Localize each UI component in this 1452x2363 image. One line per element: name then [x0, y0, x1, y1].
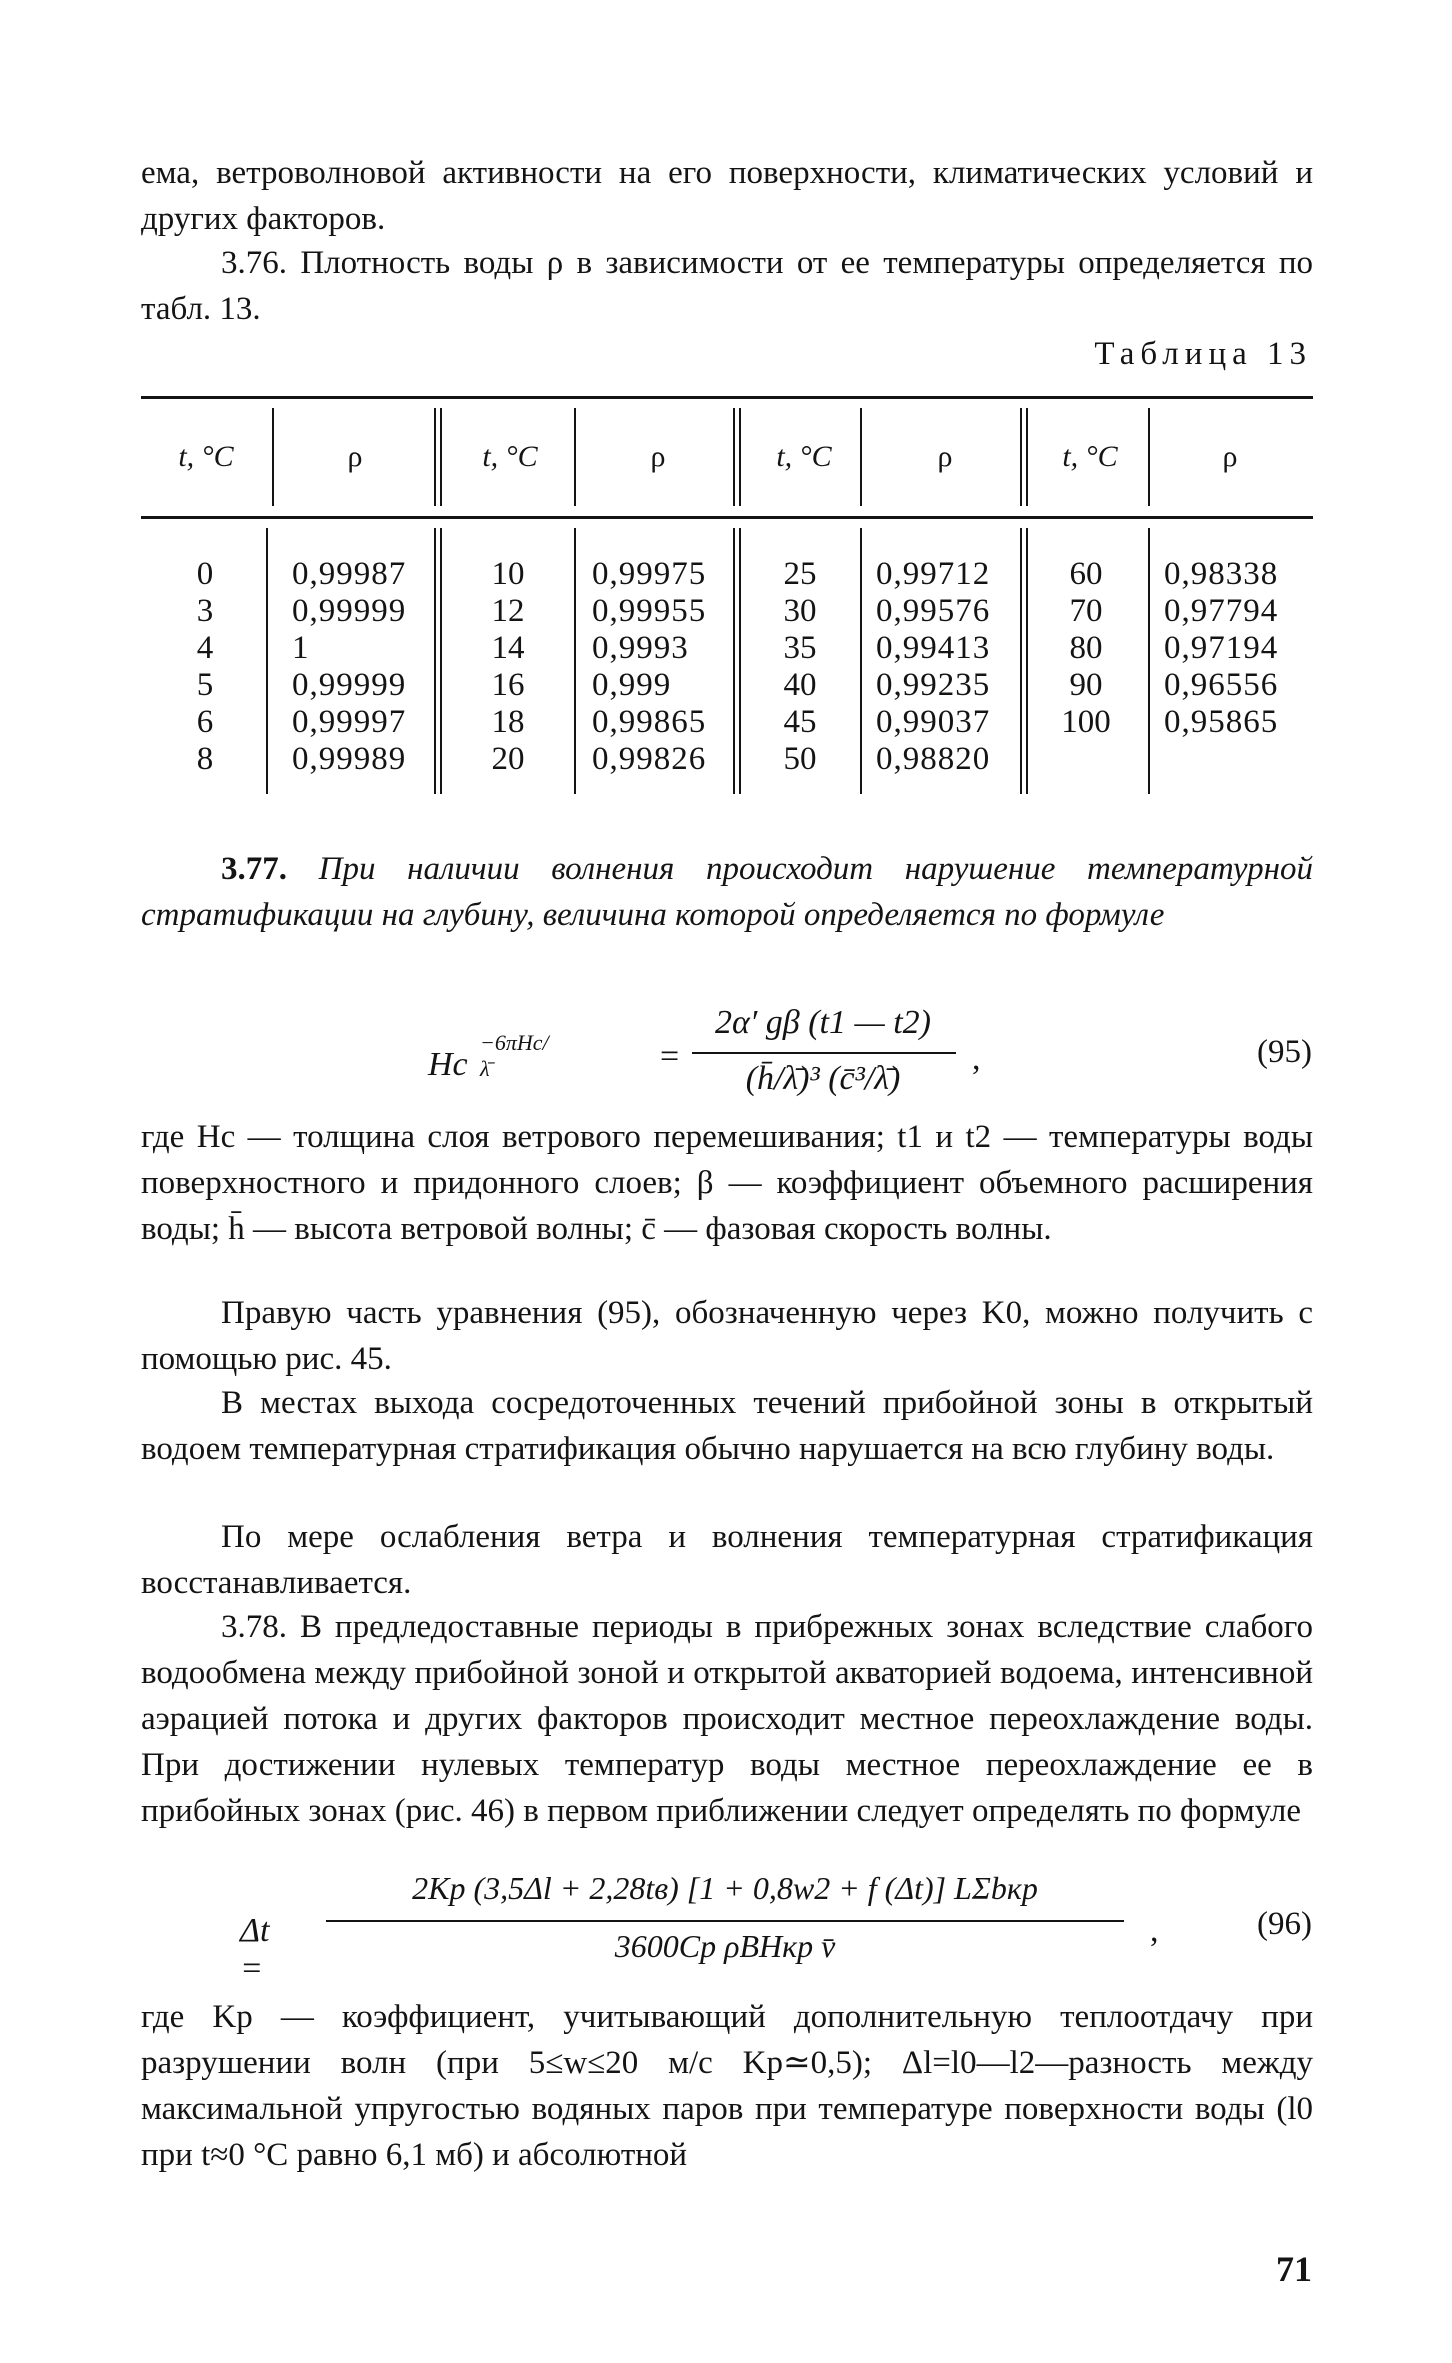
formula-comma: ,: [972, 1040, 981, 1077]
table-cell: 0: [196, 556, 214, 592]
table-cell: 6: [196, 704, 214, 740]
table-col-divider: [266, 528, 268, 794]
formula-denominator: (h̄/λ̄)³ (c̄³/λ̄): [745, 1060, 901, 1097]
table-cell: 14: [491, 630, 525, 666]
table-col-divider: [1148, 528, 1150, 794]
table-group-divider: [1020, 528, 1022, 794]
table-group-divider: [434, 408, 436, 506]
table-column-t: [750, 556, 850, 778]
table-col-divider: [860, 528, 862, 794]
table-cell: 0,99413: [876, 630, 991, 666]
paragraph-text: При наличии волнения происходит нарушение температурной стратификации на глубину, величина которой определяется по формуле: [141, 851, 1314, 933]
table-cell: 0,99999: [292, 667, 407, 703]
table-cell: 0,95865: [1164, 704, 1279, 740]
table-cell: 0,999: [592, 667, 672, 703]
formula-lhs: Δt =: [240, 1912, 270, 1987]
table-top-rule: [141, 396, 1313, 399]
table-cell: 90: [1069, 667, 1103, 703]
table-cell: 0,97194: [1164, 630, 1279, 666]
formula-comma: ,: [1150, 1912, 1159, 1949]
table-header-rho: ρ: [937, 440, 953, 473]
table-cell: 0,99975: [592, 556, 707, 592]
table-cell: 0,99989: [292, 741, 407, 777]
table-cell: 10: [491, 556, 525, 592]
table-column-rho: [592, 556, 706, 778]
table-group-divider: [434, 528, 436, 794]
paragraph-3-76: [141, 240, 1313, 332]
equation-number: (96): [1257, 1906, 1312, 1942]
table-cell: 40: [783, 667, 817, 703]
table-group-divider: [733, 528, 735, 794]
formula-numerator: 2Kp (3,5Δl + 2,28tв) [1 + 0,8w2 + f (Δt)] LΣbкр: [412, 1870, 1038, 1906]
formula-lhs: Hc: [428, 1046, 468, 1083]
formula-equals: =: [660, 1038, 680, 1075]
table-cell: 0,98338: [1164, 556, 1279, 592]
paragraph-continuation: ема, ветроволновой активности на его поверхности, климатических условий и других факторов.: [141, 155, 1313, 237]
table-cell: 35: [783, 630, 817, 666]
table-cell: 0,99037: [876, 704, 991, 740]
table-cell: 0,98820: [876, 741, 991, 777]
table-cell: 0,99987: [292, 556, 407, 592]
table-header-t: t, °C: [1062, 440, 1118, 473]
table-cell: 18: [491, 704, 525, 740]
table-column-rho: [1164, 556, 1278, 741]
table-cell: 60: [1069, 556, 1103, 592]
formula-numerator: 2α′ gβ (t1 — t2): [715, 1004, 931, 1041]
table-cell: 12: [491, 593, 525, 629]
paragraph: По мере ослабления ветра и волнения температурная стратификация восстанавливается.: [141, 1519, 1313, 1601]
table-cell: 50: [783, 741, 817, 777]
table-column-t: [155, 556, 255, 778]
fraction-bar: [326, 1920, 1124, 1922]
paragraph-text: Плотность воды ρ в зависимости от ее температуры определяется по табл. 13.: [141, 245, 1313, 327]
table-column-t: [1036, 556, 1136, 741]
formula-denominator: 3600Cp ρBHкр v̄: [614, 1928, 836, 1964]
table-cell: 8: [196, 741, 214, 777]
page-number: 71: [1276, 2249, 1312, 2289]
table-cell: 30: [783, 593, 817, 629]
table-cell: 5: [196, 667, 214, 703]
paragraph: В местах выхода сосредоточенных течений прибойной зоны в открытый водоем температурная стратификация обычно нарушается на всю глубину воды.: [141, 1385, 1313, 1467]
table-cell: 1: [292, 630, 310, 666]
table-cell: 20: [491, 741, 525, 777]
table-header-rho: ρ: [347, 440, 363, 473]
table-cell: 0,99999: [292, 593, 407, 629]
section-number: 3.78.: [221, 1609, 287, 1645]
table-group-divider: [739, 528, 741, 794]
fraction-bar: [692, 1052, 956, 1054]
table-header-rho: ρ: [1222, 440, 1238, 473]
table-header-rule: [141, 516, 1313, 519]
section-number: 3.77.: [221, 851, 287, 887]
table-header-t: t, °C: [178, 440, 234, 473]
table-cell: 0,99576: [876, 593, 991, 629]
paragraph-3-78: [141, 1604, 1313, 1834]
table-column-rho: [876, 556, 990, 778]
equation-number: (95): [1257, 1034, 1312, 1070]
table-cell: 0,96556: [1164, 667, 1279, 703]
table-cell: 0,99865: [592, 704, 707, 740]
table-column-rho: [292, 556, 406, 778]
table-caption: Таблица 13: [1094, 336, 1312, 372]
table-cell: 3: [196, 593, 214, 629]
table-cell: 0,99955: [592, 593, 707, 629]
table-cell: 80: [1069, 630, 1103, 666]
table-cell: 0,97794: [1164, 593, 1279, 629]
paragraph: Правую часть уравнения (95), обозначенную через K0, можно получить с помощью рис. 45.: [141, 1295, 1313, 1377]
table-cell: 25: [783, 556, 817, 592]
table-cell: 0,99712: [876, 556, 991, 592]
formula-exponent: −6πHc/λ̄: [480, 1030, 549, 1081]
table-header-t: t, °C: [482, 440, 538, 473]
section-number: 3.76.: [221, 245, 287, 281]
table-group-divider: [1026, 528, 1028, 794]
table-cell: 16: [491, 667, 525, 703]
table-cell: 0,99235: [876, 667, 991, 703]
table-column-t: [458, 556, 558, 778]
table-header-t: t, °C: [776, 440, 832, 473]
paragraph-definitions-96: где Kp — коэффициент, учитывающий дополнительную теплоотдачу при разрушении волн (при 5≤w≤20 м/с Kp≃0,5); Δl=l0—l2—разность между максимальной упругостью водяных паров при температуре поверхности воды (l0 при t≈0 °C равно 6,1 мб) и абсолютной: [141, 1999, 1313, 2173]
table-cell: 4: [196, 630, 214, 666]
table-cell: 0,9993: [592, 630, 689, 666]
table-cell: 100: [1061, 704, 1111, 740]
table-col-divider: [574, 528, 576, 794]
paragraph-definitions-95: где Hc — толщина слоя ветрового перемешивания; t1 и t2 — температуры воды поверхностного и придонного слоев; β — коэффициент объемного расширения воды; h̄ — высота ветровой волны; c̄ — фазовая скорость волны.: [141, 1119, 1313, 1247]
table-cell: 45: [783, 704, 817, 740]
paragraph-3-77: [141, 846, 1313, 938]
table-cell: 0,99826: [592, 741, 707, 777]
table-cell: 70: [1069, 593, 1103, 629]
paragraph-text: В предледоставные периоды в прибрежных зонах вследствие слабого водообмена между прибойной зоной и открытой акваторией водоема, интенсивной аэрацией потока и других факторов происходит местное переохлаждение воды. При достижении нулевых температур воды местное переохлаждение ее в прибойных зонах (рис. 46) в первом приближении следует определять по формуле: [141, 1609, 1313, 1829]
table-cell: 0,99997: [292, 704, 407, 740]
table-header-rho: ρ: [650, 440, 666, 473]
table-group-divider: [440, 528, 442, 794]
